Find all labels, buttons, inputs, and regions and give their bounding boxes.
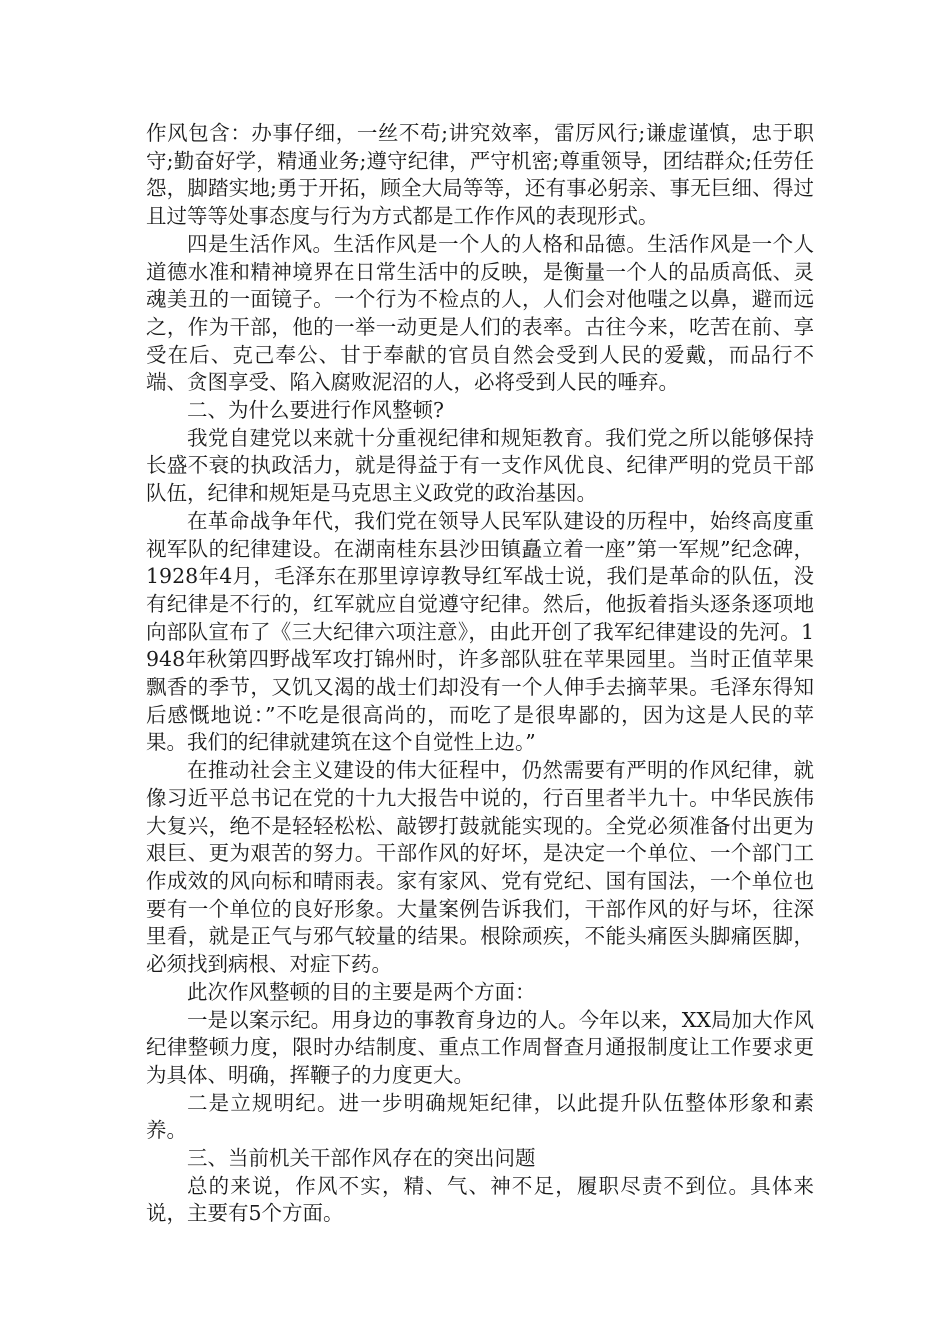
section-heading-why-rectify: 二、为什么要进行作风整顿?: [187, 398, 444, 423]
paragraph-revolutionary-war: 在革命战争年代，我们党在领导人民军队建设的历程中，始终高度重视军队的纪律建设。在湖南桂东县沙田镇矗立着一座”第一军规”纪念碑，1928年4月，毛泽东在那里谆谆教导红军战士说，我们是革命的队伍，没有纪律是不行的，红军就应自觉遵守纪律。然后，他扳着指头逐条逐项地向部队宣布了《三大纪律六项注意》，由此开创了我军纪律建设的先河。1948年秋第四野战军攻打锦州时，许多部队驻在苹果园里。当时正值苹果飘香的季节，又饥又渴的战士们却没有一个人伸手去摘苹果。毛泽东得知后感慨地说：”不吃是很高尚的，而吃了是很卑鄙的，因为这是人民的苹果。我们的纪律就建筑在这个自觉性上边。”: [146, 508, 814, 755]
paragraph-work-style-definition: 作风包含：办事仔细，一丝不苟;讲究效率，雷厉风行;谦虚谨慎，忠于职守;勤奋好学，精通业务;遵守纪律，严守机密;尊重领导，团结群众;任劳任怨，脚踏实地;勇于开拓，顾全大局等等，还有事必躬亲、事无巨细、得过且过等等处事态度与行为方式都是工作作风的表现形式。: [146, 121, 814, 229]
paragraph-goal-one: 一是以案示纪。用身边的事教育身边的人。今年以来，XX局加大作风纪律整顿力度，限时办结制度、重点工作周督查月通报制度让工作要求更为具体、明确，挥鞭子的力度更大。: [146, 1007, 814, 1087]
section-heading-current-problems: 三、当前机关干部作风存在的突出问题: [187, 1146, 536, 1171]
paragraph-socialist-construction: 在推动社会主义建设的伟大征程中，仍然需要有严明的作风纪律，就像习近平总书记在党的十九大报告中说的，行百里者半九十。中华民族伟大复兴，绝不是轻轻松松、敲锣打鼓就能实现的。全党必须准备付出更为艰巨、更为艰苦的努力。干部作风的好坏，是决定一个单位、一个部门工作成效的风向标和晴雨表。家有家风、党有党纪、国有国法，一个单位也要有一个单位的良好形象。大量案例告诉我们，干部作风的好与坏，往深里看，就是正气与邪气较量的结果。根除顽疾，不能头痛医头脚痛医脚，必须找到病根、对症下药。: [146, 758, 814, 977]
document-body: [146, 120, 814, 1228]
paragraph-life-style: 四是生活作风。生活作风是一个人的人格和品德。生活作风是一个人道德水准和精神境界在日常生活中的反映，是衡量一个人的品质高低、灵魂美丑的一面镜子。一个行为不检点的人，人们会对他嗤之以鼻，避而远之，作为干部，他的一举一动更是人们的表率。古往今来，吃苦在前、享受在后、克己奉公、甘于奉献的官员自然会受到人民的爱戴，而品行不端、贪图享受、陷入腐败泥沼的人，必将受到人民的唾弃。: [146, 231, 814, 395]
paragraph-goal-two: 二是立规明纪。进一步明确规矩纪律，以此提升队伍整体形象和素养。: [146, 1090, 814, 1143]
paragraph-party-discipline: 我党自建党以来就十分重视纪律和规矩教育。我们党之所以能够保持长盛不衰的执政活力，就是得益于有一支作风优良、纪律严明的党员干部队伍，纪律和规矩是马克思主义政党的政治基因。: [146, 425, 814, 506]
paragraph-summary: 总的来说，作风不实，精、气、神不足，履职尽责不到位。具体来说，主要有5个方面。: [146, 1173, 814, 1226]
paragraph-rectification-goals: 此次作风整顿的目的主要是两个方面：: [187, 979, 536, 1004]
